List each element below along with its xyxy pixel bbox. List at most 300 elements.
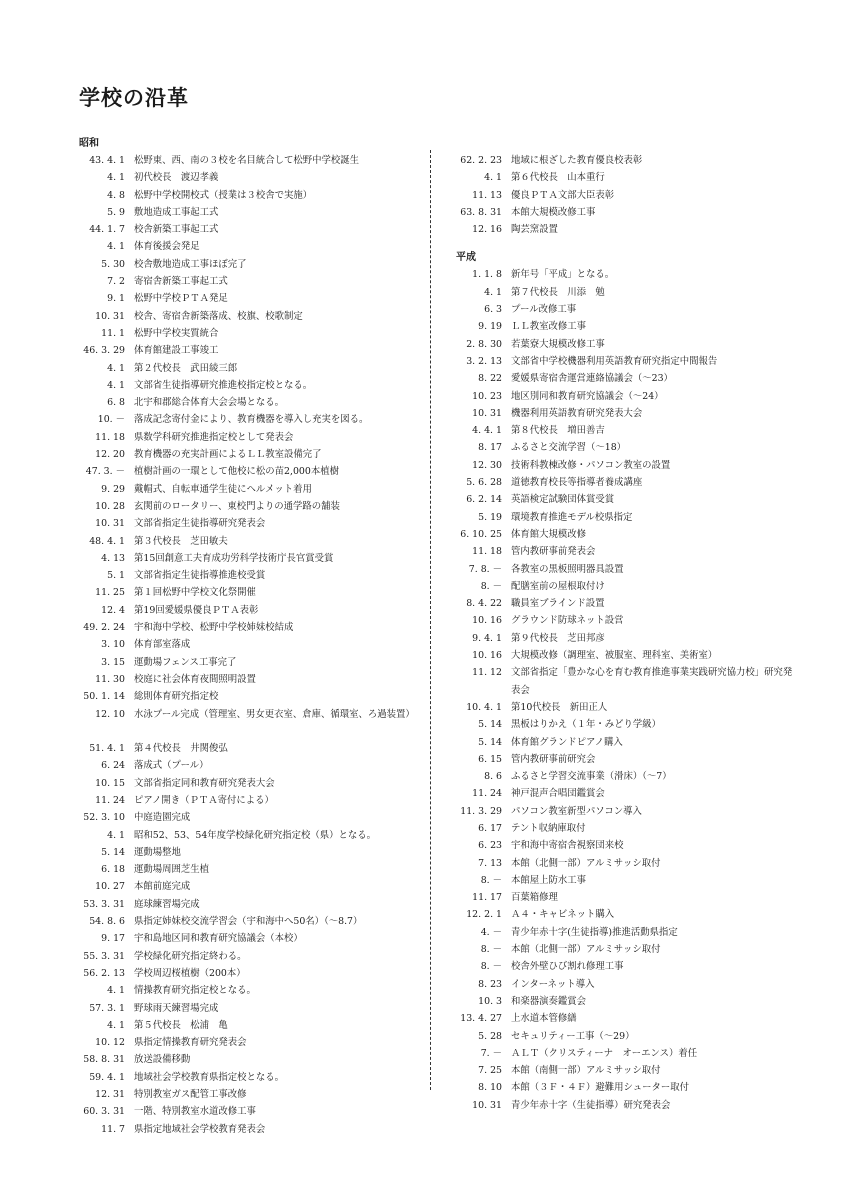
entry-text: 宇和島地区同和教育研究協議会（本校） [134,933,303,945]
history-entry [60,584,428,601]
history-entry [437,561,797,578]
history-entry [60,1000,428,1017]
history-entry [60,308,428,325]
entry-date: 10. － [97,414,125,426]
entry-date: 11. 18 [95,431,125,443]
history-entry [60,878,428,895]
entry-text: 寄宿舎新築工事起工式 [134,276,228,288]
entry-text: 上水道本管修繕 [511,1013,577,1025]
history-entry [437,768,797,785]
entry-date: 11. 12 [472,667,502,679]
history-entry [60,360,428,377]
entry-date: 8. － [480,944,502,956]
entry-text: 文部省指定同和教育研究発表大会 [134,777,275,789]
entry-text: 第２代校長 武田綾三郎 [134,362,238,374]
entry-text: 戴帽式、自転車通学生徒にヘルメット着用 [134,483,312,495]
entry-date: 8. 4. 22 [466,598,502,610]
history-entry [437,958,797,975]
entry-text: 文部省指定「豊かな心を育む教育推進事業実践研究協力校」研究発表会 [511,667,793,696]
entry-date: 12. 16 [472,224,502,236]
history-entry [437,716,797,733]
history-entry [437,284,797,301]
history-entry [437,318,797,335]
entry-text: 昭和52、53、54年度学校緑化研究指定校（県）となる。 [134,829,377,841]
entry-date: 44. 1. 7 [89,224,125,236]
entry-date: 5. 19 [478,511,502,523]
history-entry [60,481,428,498]
entry-text: 文部省指定生徒指導推進校受賞 [134,570,266,582]
entry-text: 地区別同和教育研究協議会（～24） [511,390,664,402]
entry-text: セキュリティー工事（～29） [511,1030,635,1042]
entry-date: 10. 12 [95,1037,125,1049]
history-entry [60,965,428,982]
entry-date: 8. 6 [484,771,502,783]
entry-date: 3. 2. 13 [466,355,502,367]
entry-date: 5. 1 [107,570,125,582]
entry-date: 4. 4. 1 [472,425,502,437]
entry-text: 情操教育研究指定校となる。 [134,985,256,997]
history-entry [60,844,428,861]
entry-text: 第６代校長 山本重行 [511,172,605,184]
entry-text: ピアノ開き（ＰＴＡ寄付による） [134,794,274,806]
history-entry [60,169,428,186]
entry-text: 各教室の黒板照明器具設置 [511,563,624,575]
entry-text: 敷地造成工事起工式 [134,206,219,218]
entry-date: 12. 4 [101,604,125,616]
entry-date: 7. 25 [478,1065,502,1077]
entry-date: 7. 13 [478,857,502,869]
entry-date: 10. 16 [472,615,502,627]
entry-text: 野球雨天練習場完成 [134,1002,219,1014]
entry-text: 第５代校長 松浦 亀 [134,1019,228,1031]
history-entry [437,388,797,405]
history-entry [437,785,797,802]
history-entry [437,509,797,526]
column-divider [430,150,431,1090]
entry-date: 10. 4. 1 [466,701,502,713]
entry-text: 初代校長 渡辺孝義 [134,172,219,184]
entry-text: 校舎敷地造成工事ほぼ完了 [134,258,247,270]
entry-date: 46. 3. 29 [83,345,125,357]
history-entry [60,740,428,757]
era-heading: 昭和 [79,138,99,149]
entry-text: 本館（北側一部）アルミサッシ取付 [511,857,661,869]
entry-text: 県指定姉妹校交流学習会（宇和海中へ50名）（～8.7） [134,916,363,928]
entry-date: 11. 7 [101,1123,125,1135]
history-entry [437,578,797,595]
entry-date: 10. 16 [472,650,502,662]
history-entry [437,301,797,318]
entry-text: 校舎、寄宿舎新築落成、校旗、校歌制定 [134,310,303,322]
entry-text: 第８代校長 増田善吉 [511,425,605,437]
history-entry [60,498,428,515]
entry-date: 50. 1. 14 [83,691,125,703]
history-entry [60,757,428,774]
entry-text: 中庭造園完成 [134,812,191,824]
history-entry [437,526,797,543]
entry-text: 文部省生徒指導研究推進校指定校となる。 [134,379,313,391]
entry-date: 60. 3. 31 [83,1106,125,1118]
entry-text: 県指定地域社会学校教育発表会 [134,1123,266,1135]
entry-text: 庭球練習場完成 [134,898,200,910]
entry-date: 47. 3. － [85,466,125,478]
history-entry [437,855,797,872]
entry-date: 4. 1 [484,172,502,184]
history-entry [437,543,797,560]
entry-text: 宇和海中寄宿舎視察団来校 [511,840,624,852]
history-entry [60,567,428,584]
entry-date: 1. 1. 8 [472,269,502,281]
history-entry [60,187,428,204]
entry-date: 4. 1 [107,379,125,391]
history-entry [437,336,797,353]
history-entry [60,948,428,965]
history-entry [437,405,797,422]
entry-date: 7. 8. － [468,563,502,575]
history-entry [437,1097,797,1114]
entry-date: 53. 3. 31 [83,898,125,910]
history-entry [437,699,797,716]
history-entry [437,647,797,664]
entry-date: 8. 17 [478,442,502,454]
entry-date: 12. 20 [95,449,125,461]
entry-text: 青少年赤十字（生徒指導）研究発表会 [511,1099,671,1111]
entry-text: 本館（北側一部）アルミサッシ取付 [511,944,661,956]
entry-text: 宇和海中学校、松野中学校姉妹校結成 [134,622,294,634]
entry-date: 5. 14 [101,846,125,858]
entry-date: 10. 31 [95,518,125,530]
entry-text: 体育館大規模改修 [511,528,587,540]
history-entry [437,924,797,941]
entry-text: 第15回創意工夫育成功労科学技術庁長官賞受賞 [134,552,334,564]
entry-text: 運動場フェンス工事完了 [134,656,237,668]
entry-date: 54. 8. 6 [89,916,125,928]
entry-text: インターネット導入 [511,978,595,990]
history-entry [437,370,797,387]
entry-date: 8. 22 [478,373,502,385]
history-entry [437,204,797,221]
entry-date: 4. 1 [107,1019,125,1031]
entry-date: 4. － [480,926,502,938]
history-entry [60,221,428,238]
history-entry [60,827,428,844]
entry-date: 8. － [480,874,502,886]
entry-date: 5. 28 [478,1030,502,1042]
history-entry [60,982,428,999]
entry-date: 11. 30 [95,673,125,685]
entry-text: 水泳プール完成（管理室、男女更衣室、倉庫、循環室、ろ過装置） [134,708,415,720]
entry-text: 校庭に社会体育夜間照明設置 [134,673,256,685]
history-entry [60,930,428,947]
entry-text: 玄関前のロータリー、東校門よりの通学路の舗装 [134,500,340,512]
history-entry [437,803,797,820]
entry-text: 本館屋上防水工事 [511,874,587,886]
entry-text: 第10代校長 新田正人 [511,701,608,713]
history-entry [437,1028,797,1045]
entry-text: 松野中学校開校式（授業は３校舎で実施） [134,189,313,201]
entry-text: 黒板はりかえ（１年・みどり学級） [511,719,662,731]
history-entry [60,636,428,653]
history-entry [60,533,428,550]
history-entry [437,734,797,751]
entry-date: 10. 3 [478,995,502,1007]
entry-text: 体育部室落成 [134,639,191,651]
entry-text: 松野東、西、南の３校を名目統合して松野中学校誕生 [134,155,360,166]
entry-date: 11. 13 [472,189,502,201]
entry-date: 8. － [480,580,502,592]
entry-text: 一階、特別教室水道改修工事 [134,1106,256,1118]
entry-date: 8. 10 [478,1082,502,1094]
history-entry [60,809,428,826]
history-entry [60,152,428,169]
era-heading: 平成 [456,252,476,264]
history-entry [60,238,428,255]
entry-date: 11. 17 [472,892,502,904]
entry-date: 6. 3 [484,304,502,316]
history-column-left [60,136,428,1138]
history-entry [437,976,797,993]
history-entry [437,221,797,238]
history-entry [437,837,797,854]
entry-text: 運動場整地 [134,846,181,858]
history-entry [437,664,797,699]
history-entry [60,1069,428,1086]
entry-date: 58. 8. 31 [83,1054,125,1066]
history-entry [60,775,428,792]
entry-text: 落成式（プール） [134,760,209,772]
history-entry [60,1086,428,1103]
entry-text: 地域社会学校教育県指定校となる。 [134,1071,285,1083]
history-entry [60,411,428,428]
entry-date: 11. 1 [101,327,125,339]
entry-date: 9. 1 [107,293,125,305]
history-entry [60,463,428,480]
entry-text: 文部省中学校機器利用英語教育研究指定中間報告 [511,355,718,367]
entry-date: 11. 3. 29 [460,805,502,817]
entry-date: 43. 4. 1 [89,155,125,166]
history-entry [437,1062,797,1079]
history-entry [437,941,797,958]
entry-text: 植樹計画の一環として他校に松の苗2,000本植樹 [134,466,339,478]
entry-text: 校舎新築工事起工式 [134,224,219,236]
entry-text: 百葉箱修理 [511,892,558,904]
entry-date: 6. 24 [101,760,125,772]
history-entry [60,342,428,359]
entry-text: 陶芸窯設置 [511,224,558,236]
entry-date: 6. 10. 25 [460,528,502,540]
history-entry [437,1045,797,1062]
history-entry [437,457,797,474]
entry-date: 3. 15 [101,656,125,668]
history-entry [60,654,428,671]
entry-text: 優良ＰＴＡ文部大臣表彰 [511,189,615,201]
entry-text: 県数学科研究推進指定校として発表会 [134,431,294,443]
entry-text: 落成記念寄付金により、教育機器を導入し充実を図る。 [134,414,369,426]
entry-date: 10. 23 [472,390,502,402]
entry-text: 職員室ブラインド設置 [511,598,605,610]
entry-text: 新年号「平成」となる。 [511,269,615,281]
entry-date: 6. 2. 14 [466,494,502,506]
entry-text: 特別教室ガス配管工事改修 [134,1089,247,1101]
history-entry [60,896,428,913]
entry-date: 4. 8 [107,189,125,201]
history-entry [60,256,428,273]
history-entry [437,1010,797,1027]
entry-text: グラウンド防球ネット設営 [511,615,624,627]
entry-date: 10. 28 [95,500,125,512]
entry-text: 第４代校長 井関俊弘 [134,743,228,755]
history-entry [437,630,797,647]
entry-text: 総則体育研究指定校 [134,691,219,703]
history-entry [437,491,797,508]
entry-text: 若葉寮大規模改修工事 [511,338,605,350]
entry-text: プール改修工事 [511,304,577,316]
history-entry [437,612,797,629]
entry-date: 12. 2. 1 [466,909,502,921]
entry-text: 和楽器演奏鑑賞会 [511,995,587,1007]
entry-text: テント収納庫取付 [511,822,586,834]
history-entry [60,446,428,463]
entry-text: 第19回愛媛県優良ＰＴＡ表彰 [134,604,259,616]
entry-date: 59. 4. 1 [89,1071,125,1083]
history-entry [60,377,428,394]
history-entry [60,861,428,878]
entry-text: パソコン教室新型パソコン導入 [511,805,642,817]
entry-date: 48. 4. 1 [89,535,125,547]
entry-date: 51. 4. 1 [89,743,125,755]
entry-date: 5. 30 [101,258,125,270]
history-entry [60,619,428,636]
history-column-right [437,152,797,1114]
entry-text: 技術科教棟改修・パソコン教室の設置 [511,459,671,471]
entry-date: 13. 4. 27 [460,1013,502,1025]
entry-date: 10. 31 [95,310,125,322]
history-entry [437,751,797,768]
history-entry [60,792,428,809]
history-entry [437,474,797,491]
entry-date: 10. 15 [95,777,125,789]
entry-text: 英語検定試験団体賞受賞 [511,494,615,506]
entry-date: 10. 31 [472,1099,502,1111]
history-entry [437,439,797,456]
history-entry [60,204,428,221]
history-entry [60,1121,428,1138]
entry-text: 学校緑化研究指定終わる。 [134,950,247,962]
entry-text: 神戸混声合唱団鑑賞会 [511,788,605,800]
entry-date: 11. 18 [472,546,502,558]
entry-text: ふるさと交流学習（～18） [511,442,627,454]
history-entry [437,872,797,889]
entry-text: 体育館グランドピアノ購入 [511,736,623,748]
entry-text: 大規模改修（調理室、被服室、理科室、美術室） [511,650,718,662]
entry-date: 12. 10 [95,708,125,720]
entry-text: 配膳室前の屋根取付け [511,580,605,592]
entry-date: 2. 8. 30 [466,338,502,350]
entry-date: 62. 2. 23 [460,155,502,166]
history-entry [437,187,797,204]
entry-text: 北宇和郡総合体育大会会場となる。 [134,397,285,409]
entry-text: 管内教研事前研究会 [511,753,596,765]
entry-text: 県指定情操教育研究発表会 [134,1037,247,1049]
entry-text: 運動場周囲芝生植 [134,864,210,876]
entry-text: 学校周辺桜植樹（200本） [134,967,246,979]
entry-date: 4. 1 [107,362,125,374]
entry-text: 第３代校長 芝田敏夫 [134,535,228,547]
entry-date: 10. 27 [95,881,125,893]
entry-text: 環境教育推進モデル校県指定 [511,511,633,523]
history-entry [60,325,428,342]
entry-date: 5. 14 [478,719,502,731]
entry-text: 道徳教育校長等指導者養成講座 [511,477,643,489]
history-entry [60,671,428,688]
entry-date: 57. 3. 1 [89,1002,125,1014]
entry-date: 5. 6. 28 [466,477,502,489]
entry-text: 体育館建設工事竣工 [134,345,219,357]
entry-date: 6. 17 [478,822,502,834]
history-entry [60,688,428,705]
entry-text: 松野中学校実質統合 [134,327,219,339]
entry-date: 4. 1 [484,286,502,298]
history-entry [60,1103,428,1120]
entry-date: 4. 1 [107,985,125,997]
entry-date: 63. 8. 31 [460,206,502,218]
entry-date: 12. 31 [95,1089,125,1101]
entry-date: 5. 9 [107,206,125,218]
history-entry [437,889,797,906]
entry-date: 5. 14 [478,736,502,748]
entry-date: 56. 2. 13 [83,967,125,979]
page-title: 学校の沿革 [79,86,189,110]
history-entry [437,169,797,186]
history-entry [60,429,428,446]
history-entry [60,1034,428,1051]
entry-text: 第７代校長 川添 勉 [511,286,605,298]
entry-text: ふるさと学習交流事業（滑床）（～7） [511,771,672,783]
entry-date: 55. 3. 31 [83,950,125,962]
history-entry [437,353,797,370]
history-entry [60,706,428,741]
entry-text: 文部省指定生徒指導研究発表会 [134,518,266,530]
entry-text: 体育後援会発足 [134,241,200,253]
entry-text: ＡＬＴ（クリスティーナ オーエンス）着任 [511,1047,698,1059]
entry-text: 松野中学校ＰＴＡ発足 [134,293,228,305]
entry-text: 愛媛県寄宿舎運営連絡協議会（～23） [511,373,673,385]
entry-date: 9. 17 [101,933,125,945]
entry-text: 本館大規模改修工事 [511,206,596,218]
history-entry [437,152,797,169]
entry-date: 6. 18 [101,864,125,876]
history-entry [60,913,428,930]
entry-text: 地域に根ざした教育優良校表彰 [511,155,643,166]
history-entry [437,595,797,612]
entry-date: 4. 1 [107,172,125,184]
entry-date: 8. － [480,961,502,973]
entry-date: 6. 23 [478,840,502,852]
history-entry [60,1017,428,1034]
entry-date: 11. 24 [95,794,125,806]
history-entry [60,550,428,567]
entry-date: 9. 29 [101,483,125,495]
entry-text: 第１回松野中学校文化祭開催 [134,587,256,599]
history-entry [60,1051,428,1068]
entry-date: 10. 31 [472,407,502,419]
history-entry [437,266,797,283]
entry-text: 機器利用英語教育研究発表大会 [511,407,643,419]
entry-text: Ａ４・キャビネット購入 [511,909,615,921]
history-entry [60,290,428,307]
entry-date: 11. 25 [95,587,125,599]
entry-date: 6. 15 [478,753,502,765]
